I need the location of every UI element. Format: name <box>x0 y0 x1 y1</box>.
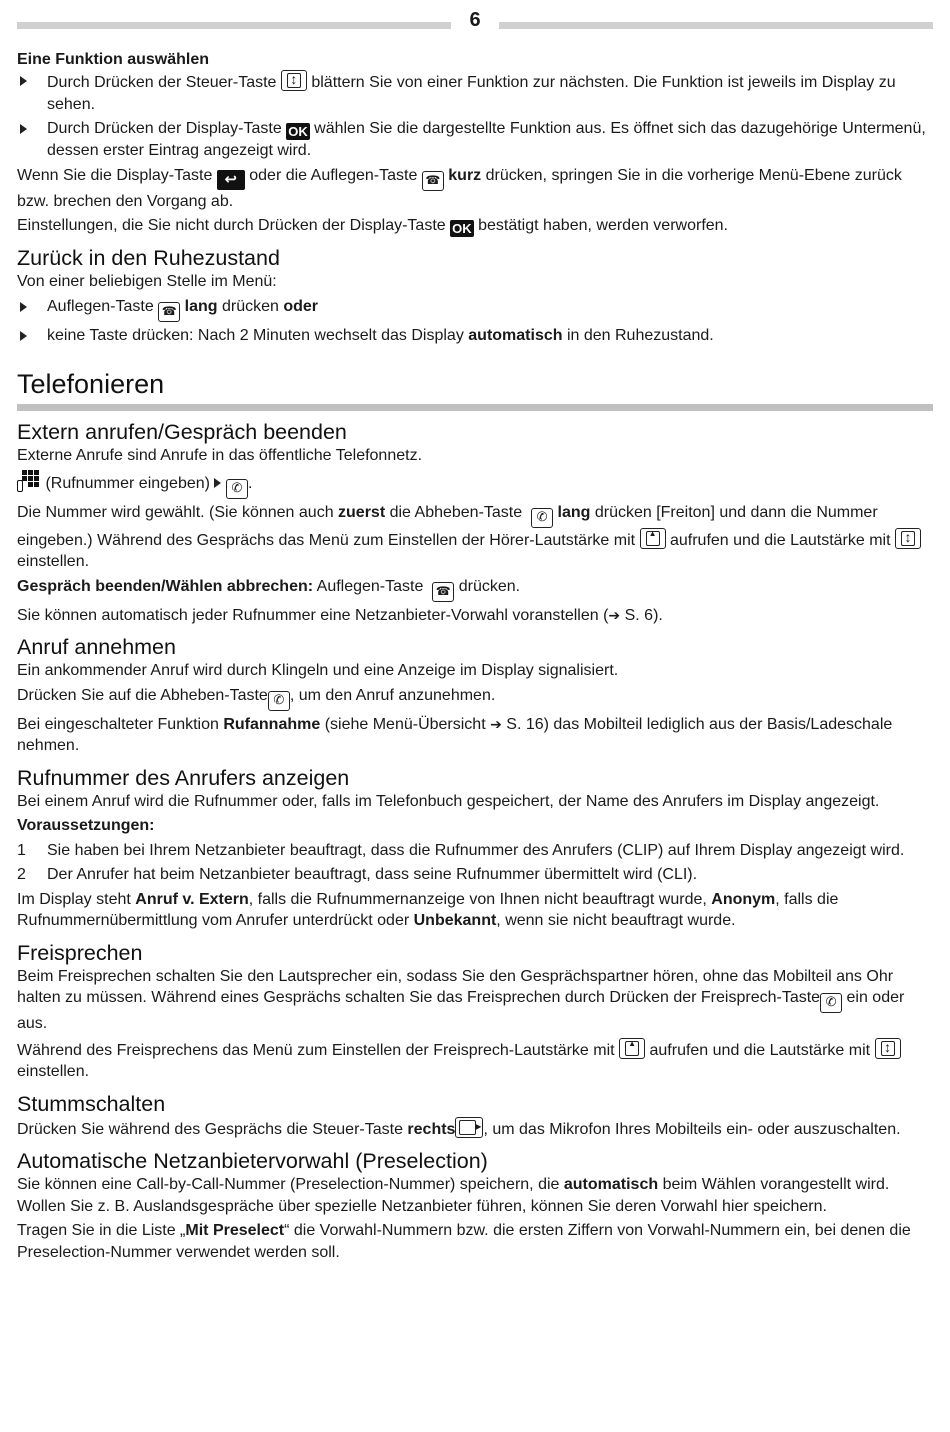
handsfree-key-icon: ✆ <box>820 993 842 1013</box>
nav-up-key-icon <box>640 528 666 549</box>
bullet-item: Auflegen-Taste ☎ lang drücken oder <box>17 296 933 322</box>
bullet-arrow-icon <box>20 302 27 312</box>
page-ref-arrow-icon: ➔ <box>490 715 502 732</box>
paragraph: Externe Anrufe sind Anrufe in das öffentliche Telefonnetz. <box>17 447 423 464</box>
paragraph: Wenn Sie die Display-Taste ↩ oder die Auflegen-Taste ☎ kurz drücken, springen Sie in die vorherige Menü-Ebene zurück bzw. brechen den Vorgang ab. <box>17 166 902 210</box>
bullet-arrow-icon <box>20 76 27 86</box>
chapter-rule <box>17 404 933 411</box>
header-rule-right <box>499 22 933 29</box>
page-header <box>17 8 933 32</box>
paragraph: Tragen Sie in die Liste „Mit Preselect“ die Vorwahl-Nummern bzw. die ersten Ziffern von Vorwahl-Nummern ein, bei denen die Preselection-Nummer verwendet werden soll. <box>17 1222 911 1261</box>
heading-external-call: Extern anrufen/Gespräch beenden <box>17 420 347 444</box>
ok-key-icon: OK <box>452 221 472 236</box>
paragraph: Drücken Sie auf die Abheben-Taste ✆ , um den Anruf anzunehmen. <box>17 685 933 711</box>
paragraph: Drücken Sie während des Gesprächs die Steuer-Taste rechts▶ , um das Mikrofon Ihres Mobilteils ein- oder auszuschalten. <box>17 1117 933 1141</box>
numbered-item: 2 Der Anrufer hat beim Netzanbieter beauftragt, dass seine Rufnummer übermittelt wird (CLI). <box>17 866 698 883</box>
heading-select-function: Eine Funktion auswählen <box>17 51 210 68</box>
hang-up-key-icon: ☎ <box>158 302 180 322</box>
paragraph: (Rufnummer eingeben) ✆ . <box>17 470 933 499</box>
paragraph: Während des Freisprechens das Menü zum Einstellen der Freisprech-Lautstärke mit ▲ aufrufen und die Lautstärke mit ↕ einstellen. <box>17 1038 933 1083</box>
bullet-arrow-icon <box>20 124 27 134</box>
nav-up-key-icon <box>619 1038 645 1059</box>
paragraph: Von einer beliebigen Stelle im Menü: <box>17 273 277 290</box>
pick-up-key-icon: ✆ <box>226 479 248 499</box>
paragraph: Gespräch beenden/Wählen abbrechen: Auflegen-Taste ☎ drücken. <box>17 576 933 602</box>
nav-right-key-icon <box>455 1117 483 1138</box>
paragraph: Im Display steht Anruf v. Extern, falls die Rufnummernanzeige von Ihnen nicht beauftragt wurde, Anonym, falls die Rufnummernübermittlung vom Anrufer unterdrückt oder Unbekannt, wenn sie nicht beauftragt wurde. <box>17 890 839 929</box>
paragraph: Bei einem Anruf wird die Rufnummer oder, falls im Telefonbuch gespeichert, der Name des Anrufers im Display angezeigt. <box>17 792 880 810</box>
manual-page <box>17 8 933 1266</box>
step-arrow-icon <box>214 478 221 488</box>
header-rule-left <box>17 22 451 29</box>
nav-key-icon <box>895 528 921 549</box>
ok-key-icon: OK <box>288 124 308 139</box>
bullet-item: Durch Drücken der Steuer-Taste ↕ blättern Sie von einer Funktion zur nächsten. Die Funktion ist jeweils im Display zu sehen. <box>17 70 933 115</box>
nav-key-icon <box>875 1038 901 1059</box>
chapter-title: Telefonieren <box>17 369 165 399</box>
page-ref-arrow-icon: ➔ <box>608 606 621 623</box>
heading-idle-state: Zurück in den Ruhezustand <box>17 246 280 270</box>
pick-up-key-icon: ✆ <box>531 508 553 528</box>
heading-handsfree: Freisprechen <box>17 940 143 965</box>
paragraph: Sie können eine Call-by-Call-Nummer (Preselection-Nummer) speichern, die automatisch beim Wählen vorangestellt wird. Wollen Sie z. B. Auslandsgespräche über spezielle Netzanbieter führen, können Sie deren Vorwahl hier speichern. <box>17 1176 890 1215</box>
bullet-item: keine Taste drücken: Nach 2 Minuten wechselt das Display automatisch in den Ruhezustand. <box>17 325 933 347</box>
heading-accept-call: Anruf annehmen <box>17 635 176 659</box>
paragraph: Ein ankommender Anruf wird durch Klingeln und eine Anzeige im Display signalisiert. <box>17 662 619 679</box>
pick-up-key-icon: ✆ <box>268 691 290 711</box>
paragraph: Bei eingeschalteter Funktion Rufannahme (siehe Menü-Übersicht ➔ S. 16) das Mobilteil lediglich aus der Basis/Ladeschale nehmen. <box>17 715 893 754</box>
page-number: 6 <box>469 9 481 31</box>
heading-caller-id: Rufnummer des Anrufers anzeigen <box>17 765 350 790</box>
bullet-arrow-icon <box>20 331 27 341</box>
hang-up-key-icon: ☎ <box>422 171 444 191</box>
numbered-item: 1 Sie haben bei Ihrem Netzanbieter beauftragt, dass die Rufnummer des Anrufers (CLIP) auf Ihrem Display angezeigt wird. <box>17 841 905 859</box>
hang-up-key-icon: ☎ <box>432 582 454 602</box>
paragraph: Sie können automatisch jeder Rufnummer eine Netzanbieter-Vorwahl voranstellen (➔ S. 6). <box>17 606 663 624</box>
nav-key-icon <box>281 70 307 91</box>
paragraph: Voraussetzungen: <box>17 817 155 834</box>
bullet-item: Durch Drücken der Display-Taste OK wählen Sie die dargestellte Funktion aus. Es öffnet sich das dazugehörige Untermenü, dessen erster Eintrag angezeigt wird. <box>17 118 933 162</box>
paragraph: Beim Freisprechen schalten Sie den Lautsprecher ein, sodass Sie den Gesprächspartner hören, ohne das Mobilteil ans Ohr halten zu müssen. Während eines Gesprächs schalten Sie das Freisprechen durch Drücken der Freisprech-Taste ✆ ein oder aus. <box>17 967 905 1032</box>
paragraph: Die Nummer wird gewählt. (Sie können auch zuerst die Abheben-Taste ✆ lang drücken [Freiton] und dann die Nummer eingeben.) Während des Gesprächs das Menü zum Einstellen der Hörer-Lautstärke mit ▲ aufrufen und die Lautstärke mit ↕ einstellen. <box>17 502 933 573</box>
heading-preselection: Automatische Netzanbietervorwahl (Preselection) <box>17 1149 488 1173</box>
heading-mute: Stummschalten <box>17 1091 166 1116</box>
paragraph: Einstellungen, die Sie nicht durch Drücken der Display-Taste OK bestätigt haben, werden verworfen. <box>17 217 728 236</box>
back-key-icon: ↩ <box>217 170 245 190</box>
keypad-icon <box>17 470 41 492</box>
